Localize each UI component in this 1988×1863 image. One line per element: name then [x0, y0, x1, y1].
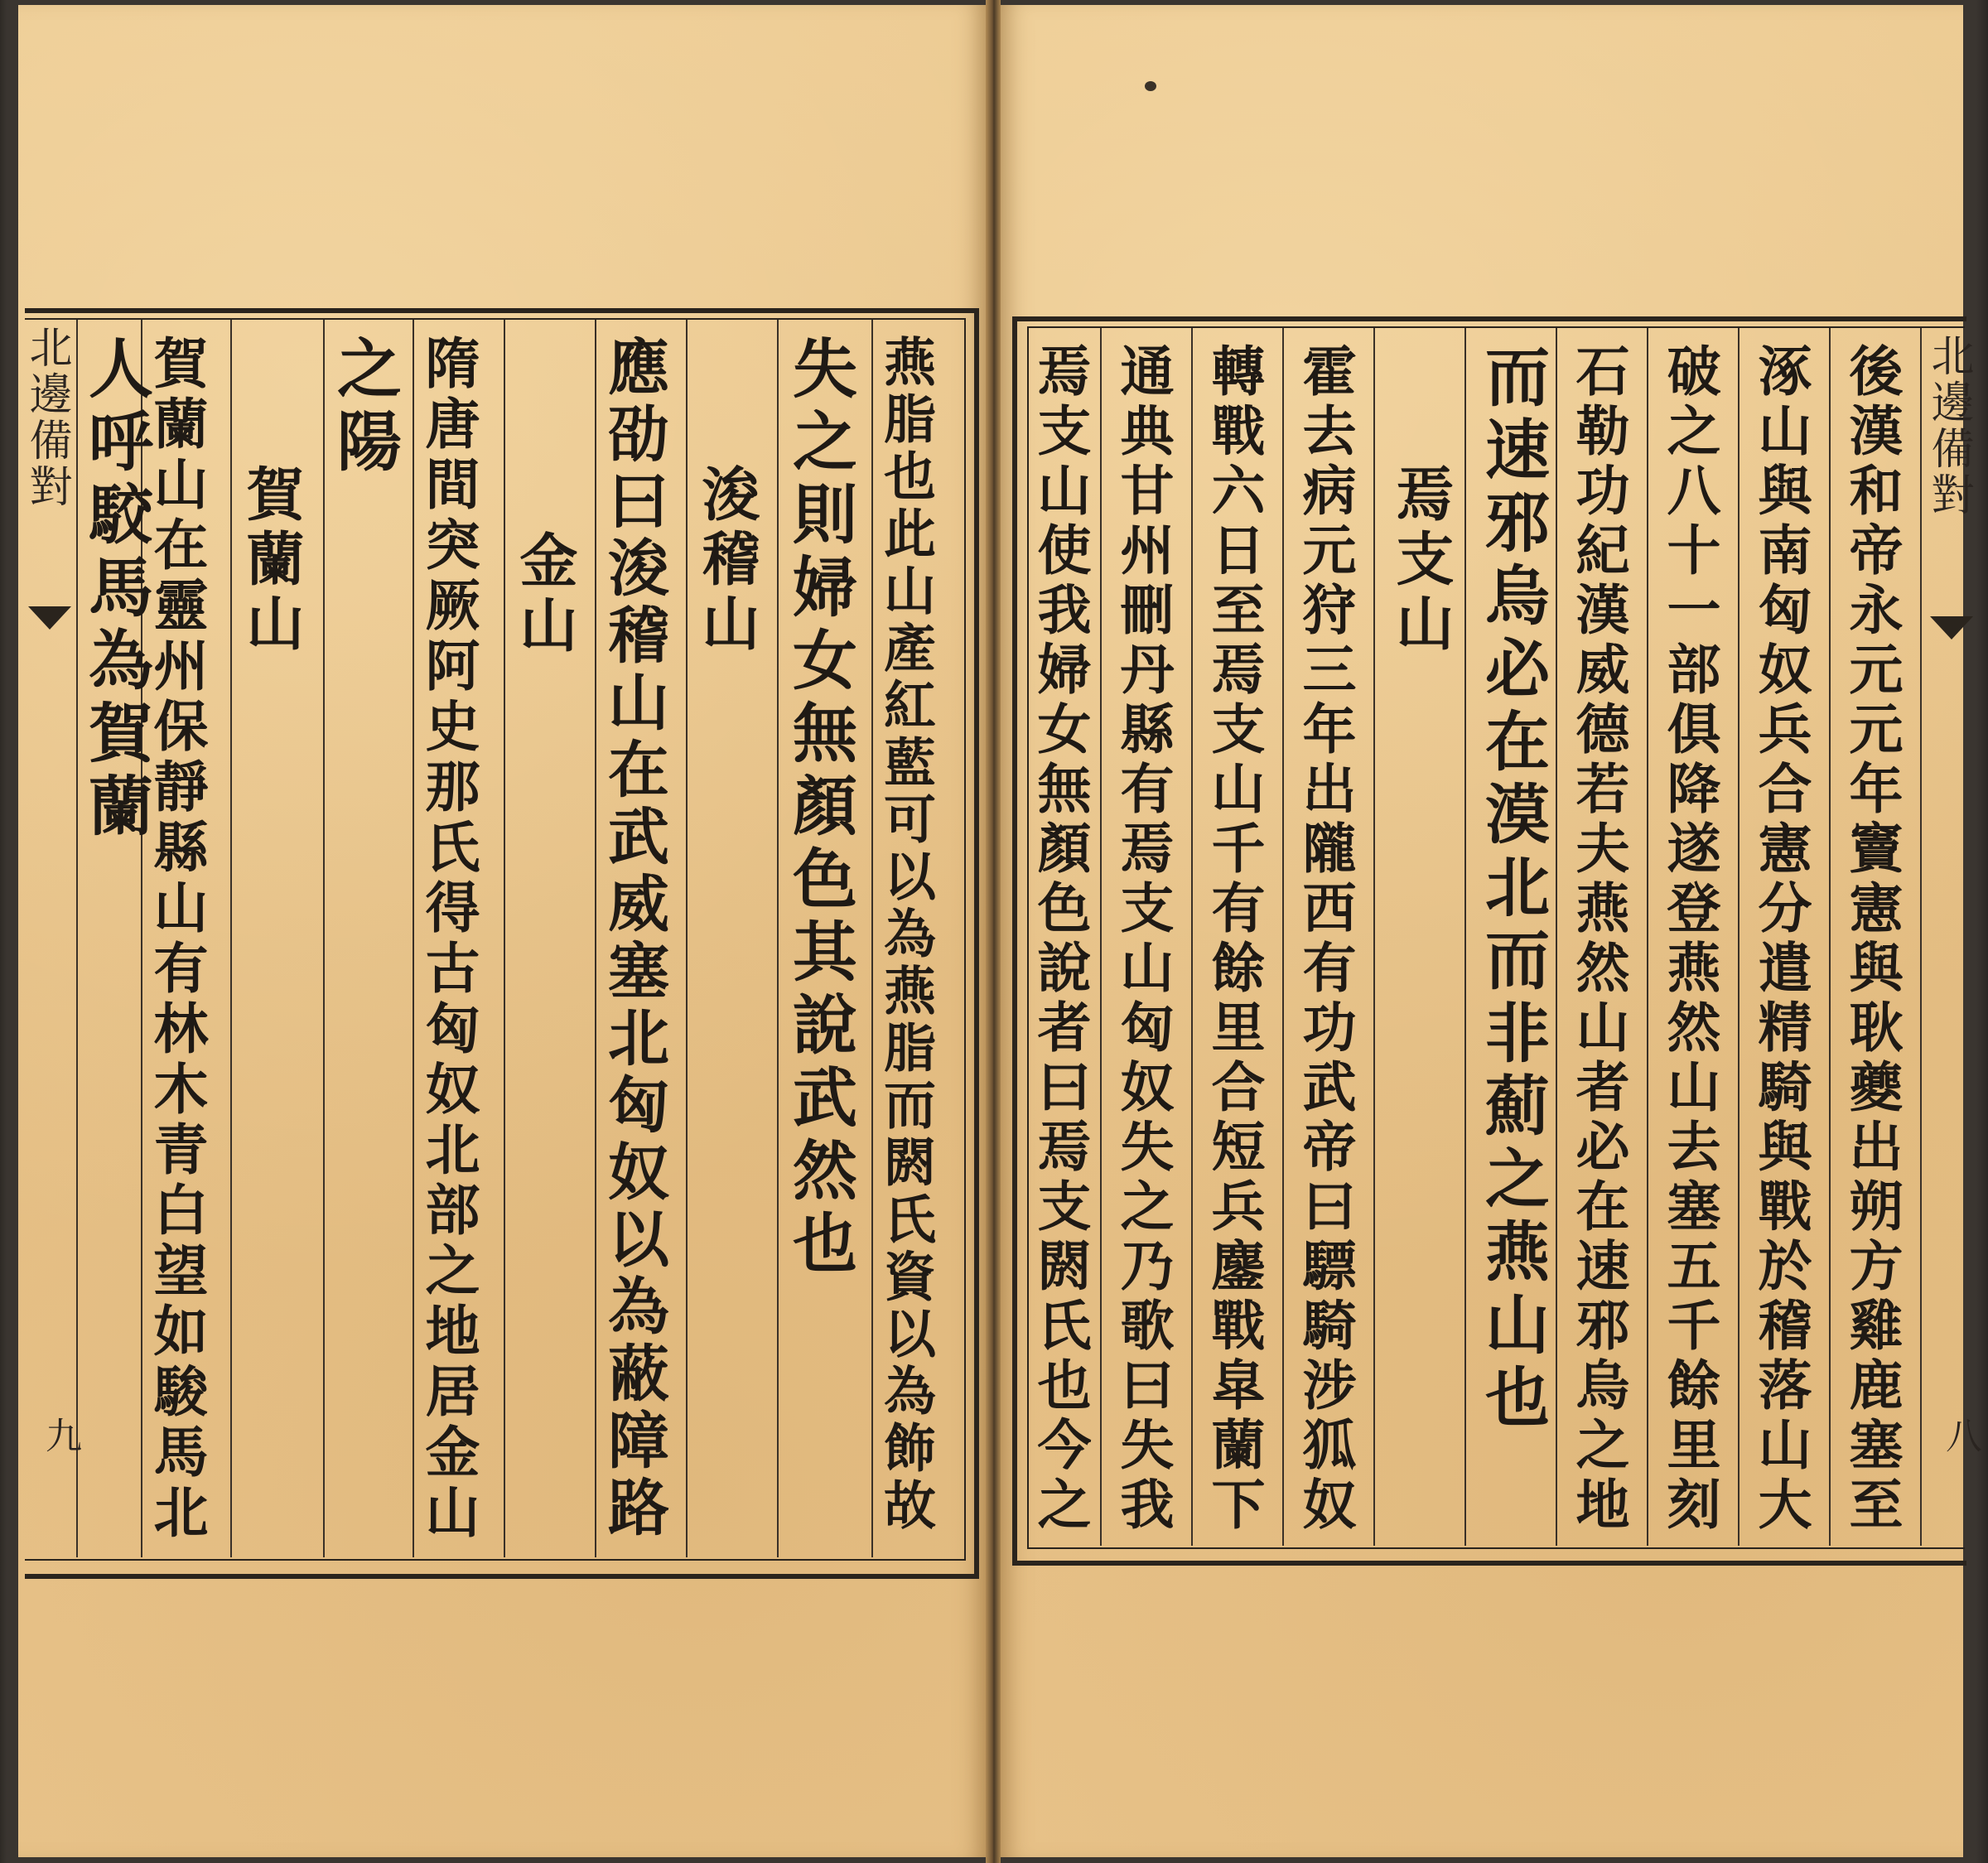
text-column-right-2: 涿山與南匈奴兵合憲分遣精騎與戰於稽落山大 [1749, 343, 1812, 1536]
text-column-right-1: 後漢和帝永元元年竇憲與耿夔出朔方雞鹿塞至 [1840, 343, 1903, 1536]
column-rule [1282, 328, 1284, 1546]
text-column-left-1: 燕脂也此山產紅藍可以為燕脂而閼氏資以為飾故 [876, 335, 937, 1535]
column-rule [413, 320, 414, 1557]
text-column-right-9: 焉支山使我婦女無顏色說者曰焉支閼氏也今之 [1028, 343, 1091, 1536]
text-column-left-2: 失之則婦女無顏色其說武然也 [782, 335, 857, 1282]
column-rule [1464, 328, 1466, 1546]
column-rule [777, 320, 779, 1557]
text-column-left-6: 賀蘭山在靈州保靜縣山有林木青白望如駿馬北 [144, 335, 209, 1544]
fishtail-ornament [1930, 616, 1973, 640]
column-rule [1556, 328, 1557, 1546]
book-gutter [986, 0, 1001, 1863]
text-column-left-7: 人呼駮馬為賀蘭 [78, 335, 153, 845]
margin-title-left: 北邊備對 [22, 325, 71, 510]
column-rule [504, 320, 505, 1557]
page-number-left: 九 [39, 1417, 81, 1453]
column-rule [1100, 328, 1102, 1546]
text-column-right-5: 而速邪烏必在漠北而非薊之燕山也 [1474, 343, 1550, 1436]
text-column-right-3: 破之八十一部俱降遂登燕然山去塞五千餘里刻 [1657, 343, 1720, 1536]
margin-title-right: 北邊備對 [1923, 333, 1973, 519]
text-column-right-7: 轉戰六日至焉支山千有餘里合短兵鏖戰皐蘭下 [1202, 343, 1265, 1536]
column-rule [1373, 328, 1375, 1546]
column-rule [686, 320, 688, 1557]
section-heading-left-3: 賀蘭山 [237, 464, 306, 658]
text-column-right-6: 霍去病元狩三年出隴西有功武帝曰驃騎涉狐奴 [1293, 343, 1356, 1536]
column-rule [871, 320, 873, 1557]
column-rule [1738, 328, 1740, 1546]
column-rule [230, 320, 232, 1557]
text-column-left-3: 應劭曰浚稽山在武威塞北匈奴以為蔽障路 [598, 335, 669, 1542]
column-rule [1191, 328, 1193, 1546]
text-column-right-8: 通典甘州刪丹縣有焉支山匈奴失之乃歌曰失我 [1111, 343, 1174, 1536]
section-heading-right-1: 焉支山 [1387, 464, 1455, 658]
column-rule [1829, 328, 1831, 1546]
column-rule [1647, 328, 1648, 1546]
column-rule [323, 320, 325, 1557]
section-heading-left-2: 金山 [510, 530, 579, 659]
ink-blot [1145, 81, 1156, 91]
page-number-right: 八 [1939, 1417, 1981, 1453]
text-column-left-5: 之陽 [326, 335, 402, 480]
column-rule [595, 320, 596, 1557]
text-column-right-4: 石勒功紀漢威德若夫燕然山者必在速邪烏之地 [1566, 343, 1629, 1536]
text-column-left-4: 隋唐間突厥阿史那氏得古匈奴北部之地居金山 [416, 335, 480, 1544]
column-rule [1920, 328, 1922, 1546]
fishtail-ornament [28, 606, 71, 630]
section-heading-left-1: 浚稽山 [692, 464, 761, 658]
